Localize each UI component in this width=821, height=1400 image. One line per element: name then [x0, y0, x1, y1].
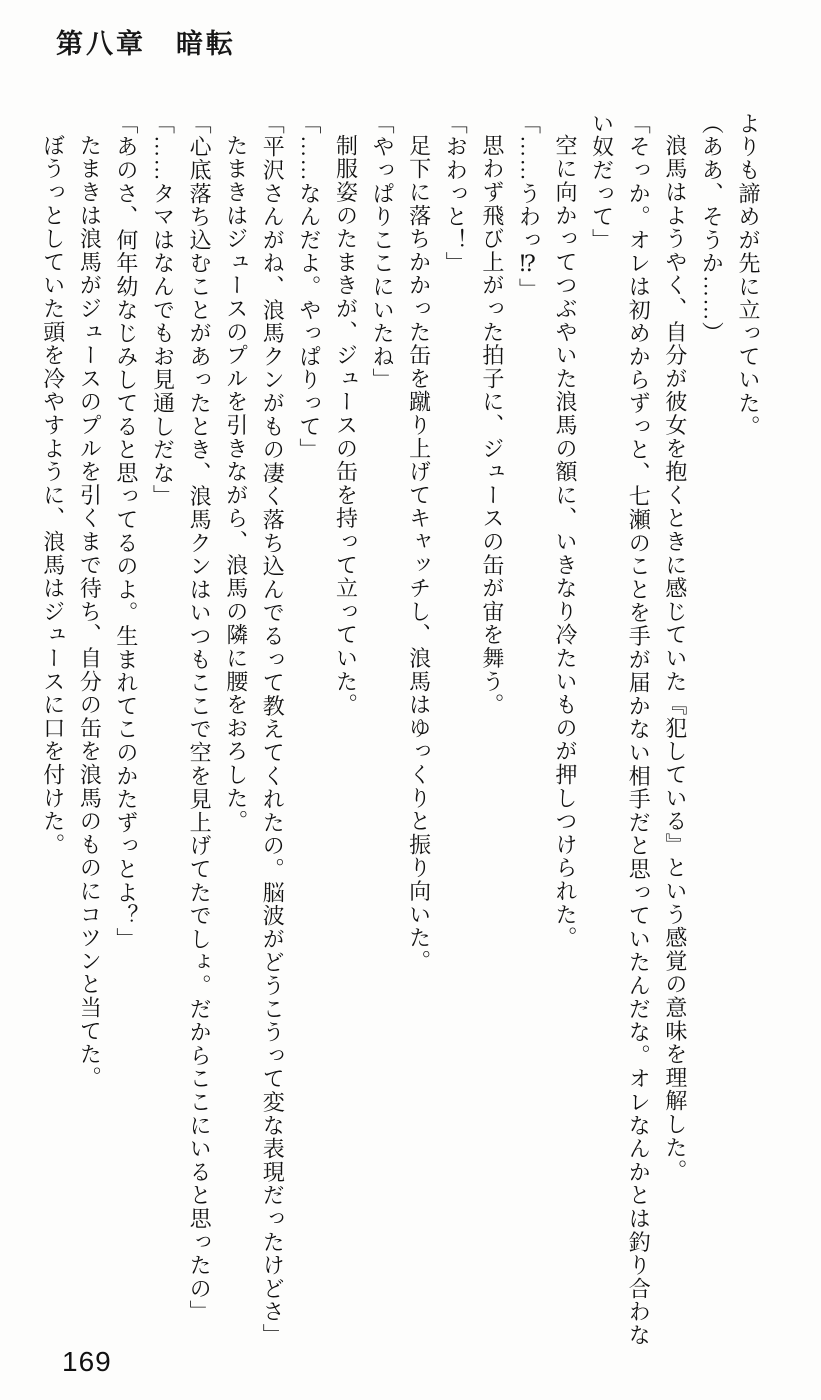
text-column-paragraph: 「あのさ、何年幼なじみしてると思ってるのよ。生まれてこのかたずっとよ？」 [113, 112, 139, 951]
text-column-paragraph: 「平沢さんがね、浪馬クンがもの凄く落ち込んでるって教えてくれたの。脳波がどうこうって変な表現だったけどさ」 [260, 112, 286, 1347]
text-column-paragraph: （ああ、そうか……） [699, 112, 725, 345]
text-column-paragraph: 「……タマはなんでもお見通しだな」 [150, 112, 176, 509]
text-column-paragraph: ぼうっとしていた頭を冷やすように、浪馬はジュースに口を付けた。 [40, 134, 66, 857]
vertical-text-body [34, 112, 766, 1354]
text-column-paragraph: 浪馬はようやく、自分が彼女を抱くときに感じていた『犯している』という感覚の意味を理解した。 [662, 134, 688, 1183]
text-column-paragraph: 「おわっと！」 [443, 112, 469, 276]
text-column-paragraph: 空に向かってつぶやいた浪馬の額に、いきなり冷たいものが押しつけられた。 [553, 134, 579, 950]
page-number: 169 [62, 1346, 112, 1377]
text-column-paragraph: 「心底落ち込むことがあったとき、浪馬クンはいつもここで空を見上げてたでしょ。だからここにいると思ったの」 [187, 112, 213, 1324]
text-column-paragraph: 「……なんだよ。やっぱりって」 [296, 112, 322, 462]
text-column-paragraph: 「そっか。オレは初めからずっと、七瀬のことを手が届かない相手だと思っていたんだな。オレなんかとは釣り合わない奴だって」 [589, 112, 652, 1347]
text-column-paragraph: 「……うわっ⁉」 [516, 112, 542, 302]
text-column-paragraph: 思わず飛び上がった拍子に、ジュースの缶が宙を舞う。 [479, 134, 505, 717]
text-column-paragraph: 制服姿のたまきが、ジュースの缶を持って立っていた。 [333, 134, 359, 717]
text-column-paragraph: 足下に落ちかかった缶を蹴り上げてキャッチし、浪馬はゆっくりと振り向いた。 [406, 134, 432, 973]
chapter-heading: 第八章 暗転 [56, 29, 236, 59]
text-column-paragraph: 「やっぱりここにいたね」 [370, 112, 396, 392]
text-column-paragraph: たまきは浪馬がジュースのプルを引くまで待ち、自分の缶を浪馬のものにコツンと当てた。 [77, 134, 103, 1090]
text-column-paragraph: よりも諦めが先に立っていた。 [736, 112, 761, 439]
text-column-paragraph: たまきはジュースのプルを引きながら、浪馬の隣に腰をおろした。 [223, 134, 249, 833]
